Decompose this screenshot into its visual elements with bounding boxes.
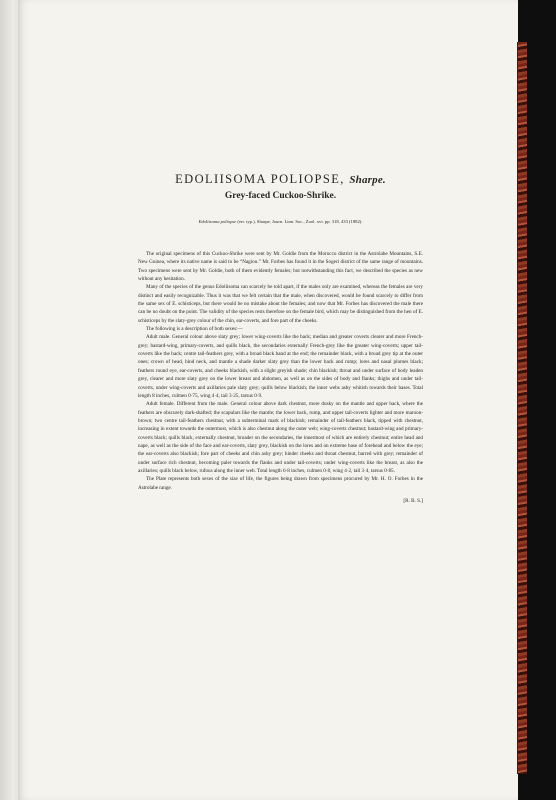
paragraph-adult-male: Adult male. General colour above slaty grey; lower wing-coverts like the back; median and greater coverts clearer and more French-grey; bastard-wing, primary-coverts, and quills black, the secondaries externally French-grey like the greater wing-coverts; upper tail-coverts like the back; centre tail-feathers grey, with a broad black band at the end; the remainder black, with a broad grey tip at the outer ones; crown of head, hind neck, and mantle a shade darker slaty grey than the lower back and rump; lores and nasal plumes black; feathers round eye, ear-coverts, and cheeks blackish, with a slight greyish shade; chin blackish; throat and under surface of body leaden grey, clearer and more slaty grey on the lower breast and abdomen, as well as on the sides of body and flanks; thighs and under tail-coverts, under wing-coverts and axillaries pale slaty grey; quills below blackish; the inner webs ashy whitish towards their bases. Total length 8 inches, culmen 0·75, wing 4·4, tail 3·25, tarsus 0·9.: [138, 334, 423, 399]
reference-species: Edoliisoma poliopse: [198, 219, 237, 224]
marbled-page-edge: [517, 42, 527, 774]
paragraph-intro: The following is a description of both sexes:—: [146, 326, 243, 333]
species-name: EDOLIISOMA POLIOPSE,: [175, 172, 345, 186]
paragraph-plate: The Plate represents both sexes of the size of life, the figures being drawn from specimens procured by Mr. H. O. Forbes in the Astrolabe range.: [138, 476, 423, 491]
paragraph-adult-female: Adult female. Different from the male. General colour above dark chestnut, more dusky on the mantle and upper back, where the feathers are obscurely dark-shafted; the scapulars like the mantle; the lower back, rump, and upper tail-coverts lighter and more maroon-brown; two centre tail-feathers chestnut, with a subterminal mark of blackish; remainder of tail-feathers black, tipped with chestnut, increasing in extent towards the outermost, which is also chestnut along the outer web; wing-coverts chestnut; bastard-wing and primary-coverts black; quills black, externally chestnut, broader on the secondaries, the innermost of which are entirely chestnut; entire head and nape, as well as the side of the face and ear-coverts, slaty grey, blackish on the lores and on extreme base of forehead and below the eye; the ear-coverts also blackish; fore part of cheeks and chin ashy grey; hinder cheeks and throat chestnut, barred with grey; remainder of under surface rich chestnut, becoming paler towards the flanks and under tail-coverts; under wing-coverts like the breast, as also the axillaries; quills black below, rufous along the inner web. Total length 6·8 inches, culmen 0·8, wing 4·2, tail 3·4, tarsus 0·85.: [138, 401, 423, 474]
description-text: [138, 250, 423, 492]
reference-citation: (err. typ.), Sharpe, Journ. Linn. Soc., Zool. xvi. pp. 318, 433 (1882).: [236, 219, 363, 224]
paragraph-distinction: Many of the species of the genus Edoliisoma can scarcely be told apart, if the males only are examined, whereas the females are very distinct and easily recognizable. Thus it was that we felt certain that the male, when discovered, would be found scarcely to differ from the same sex of E. schisticeps, but there would be no mistake about the females; and now that Mr. Forbes has discovered the male there can be no doubt on the point. The validity of the species rests therefore on the female bird, which may be distinguished from the hen of E. schisticeps by the slaty-grey colour of the chin, ear-coverts, and fore part of the cheeks.: [138, 284, 423, 324]
species-author: Sharpe.: [349, 174, 386, 186]
paragraph-history: The original specimens of this Cuckoo-Shrike were sent by Mr. Goldie from the Morocco district in the Astrolabe Mountains, S.E. New Guinea, where its native name is said to be “Nagiou.” Mr. Forbes has found it in the Sogeri district of the same range of mountains. Two specimens were sent by Mr. Goldie, both of them evidently females; but notwithstanding this fact, we described the species as new without any hesitation.: [138, 251, 423, 283]
species-title: [138, 172, 423, 187]
common-name: Grey-faced Cuckoo-Shrike.: [224, 191, 337, 201]
page-content: [138, 172, 423, 504]
literature-reference: [138, 219, 423, 224]
book-page: [18, 0, 518, 800]
author-initials: [R. B. S.]: [403, 497, 423, 504]
